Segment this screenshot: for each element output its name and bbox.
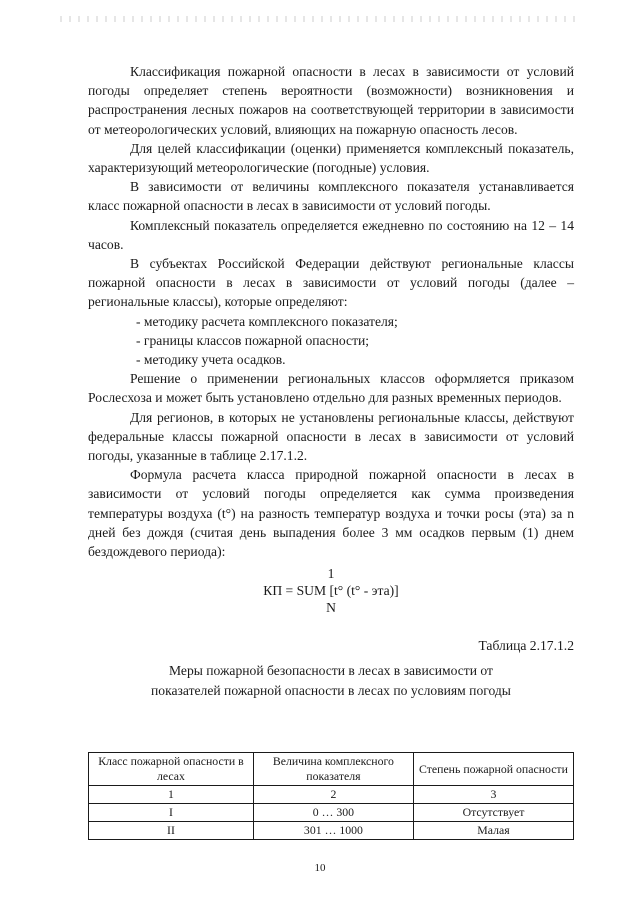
- list-item: - методику расчета комплексного показателя;: [136, 313, 398, 329]
- table-row: [89, 822, 574, 840]
- list-item: - методику учета осадков.: [136, 352, 286, 368]
- table-header-degree: Степень пожарной опасности: [413, 753, 573, 786]
- paragraph-6: Решение о применении региональных классов оформляется приказом Рослесхоза и может быть установлено отдельно для разных временных периодов.: [88, 371, 574, 406]
- table-title-line-2: показателей пожарной опасности в лесах по условиям погоды: [151, 682, 511, 698]
- table-title-line-1: Меры пожарной безопасности в лесах в зависимости от: [169, 663, 493, 679]
- paragraph-7: Для регионов, в которых не установлены региональные классы, действуют федеральные классы пожарной опасности в лесах в зависимости от условий погоды, указанные в таблице 2.17.1.2.: [88, 409, 574, 464]
- paragraph-4: Комплексный показатель определяется ежедневно по состоянию на 12 – 14 часов.: [88, 217, 574, 252]
- table-row: [89, 804, 574, 822]
- table-cell: 1: [89, 786, 254, 804]
- paragraph-2: Для целей классификации (оценки) применяется комплексный показатель, характеризующий метеорологические (погодные) условия.: [88, 140, 574, 176]
- table-cell: 301 … 1000: [253, 822, 413, 840]
- paragraph-1: Классификация пожарной опасности в лесах в зависимости от условий погоды определяет степень вероятности (возможности) возникновения и распространения лесных пожаров на соответствующей территории в зависимости от метеорологических условий, влияющих на пожарную опасность лесов.: [88, 64, 574, 137]
- formula: [88, 565, 574, 616]
- table-cell: 3: [413, 786, 573, 804]
- paragraph-8: Формула расчета класса природной пожарной опасности в лесах в зависимости от условий погоды определяется как сумма произведения температуры воздуха (t°) на разность температур воздуха и точки росы (эта) за n дней без дождя (считая день выпадения более 3 мм осадков первым (1) днем бездождевого периода):: [88, 467, 574, 560]
- table-caption: Таблица 2.17.1.2: [478, 638, 574, 654]
- formula-numerator: 1: [327, 566, 335, 582]
- table-cell: Отсутствует: [413, 804, 573, 822]
- table-cell: I: [89, 804, 254, 822]
- page-number: 10: [314, 862, 326, 874]
- table-cell: Малая: [413, 822, 573, 840]
- fire-danger-table: [88, 752, 574, 840]
- list-item: - границы классов пожарной опасности;: [136, 332, 370, 348]
- paragraph-5: В субъектах Российской Федерации действуют региональные классы пожарной опасности в лесах в зависимости от условий погоды (далее – региональные классы), которые определяют:: [88, 256, 574, 310]
- table-header-index: Величина комплексного показателя: [253, 753, 413, 786]
- scan-artifact: [60, 16, 580, 22]
- table-cell: II: [89, 822, 254, 840]
- table-row: [89, 786, 574, 804]
- formula-denominator: N: [326, 600, 336, 616]
- table-cell: 2: [253, 786, 413, 804]
- document-body: [88, 62, 574, 700]
- formula-main: КП = SUM [t° (t° - эта)]: [263, 583, 399, 599]
- table-cell: 0 … 300: [253, 804, 413, 822]
- table-header-row: [89, 753, 574, 786]
- paragraph-3: В зависимости от величины комплексного показателя устанавливается класс пожарной опасности в лесах в зависимости от условий погоды.: [88, 179, 574, 214]
- table-header-class: Класс пожарной опасности в лесах: [89, 753, 254, 786]
